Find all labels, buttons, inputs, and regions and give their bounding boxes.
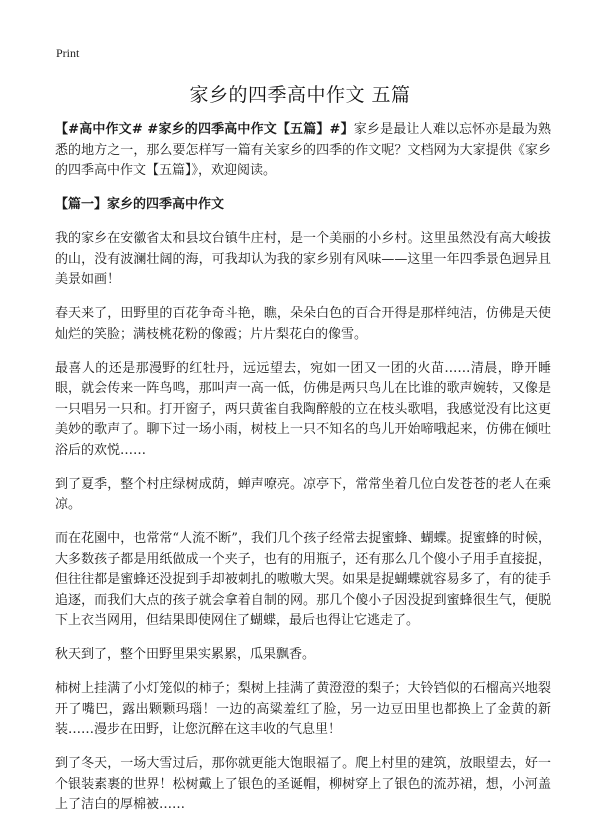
paragraph: 秋天到了，整个田野里果实累累，瓜果飘香。 [55,647,316,662]
intro-text: 家乡是最让人难以忘怀亦是最为熟悉的地方之一，那么要怎样写一篇有关家乡的四季的作文呢？文档网为大家提供《家乡的四季高中作文【五篇】》，欢迎阅读。 [55,122,551,178]
intro-tags: 【#高中作文# #家乡的四季高中作文【五篇】#】 [55,122,354,137]
paragraph: 春天来了，田野里的百花争奇斗艳，瞧，朵朵白色的百合开得是那样纯洁，仿佛是天使灿烂的笑脸；满枝桃花粉的像霞；片片梨花白的像雪。 [55,306,551,342]
paragraph: 柿树上挂满了小灯笼似的柿子；梨树上挂满了黄澄澄的梨子；大铃铛似的石榴高兴地裂开了嘴巴，露出颗颗玛瑙！一边的高粱羞红了脸，另一边豆田里也都换上了金黄的新装……漫步在田野，让您沉醉在这丰收的气息里！ [55,681,551,737]
intro-paragraph [55,120,551,182]
paragraph: 我的家乡在安徽省太和县坟台镇牛庄村，是一个美丽的小乡村。这里虽然没有高大峻拔的山，没有波澜壮阔的海，可我却认为我的家乡别有风味——这里一年四季景色迥异且美景如画！ [55,231,551,287]
paragraph: 最喜人的还是那漫野的红牡丹，远远望去，宛如一团又一团的火苗……清晨，睁开睡眼，就会传来一阵鸟鸣，那叫声一高一低，仿佛是两只鸟儿在比谁的歌声婉转，又像是一只唱另一只和。打开窗子，两只黄雀自我陶醉般的立在枝头歌唱，我感觉没有比这更美妙的歌声了。聊下过一场小雨，树枝上一只不知名的鸟儿开始啼哦起来，仿佛在倾吐浴后的欢悦…… [55,360,551,458]
print-label: Print [56,46,80,60]
page-title: 家乡的四季高中作文 五篇 [189,84,411,106]
paragraph: 到了冬天，一场大雪过后，那你就更能大饱眼福了。爬上村里的建筑，放眼望去，好一个银装素裹的世界！松树戴上了银色的圣诞帽，柳树穿上了银色的流苏裙，想，小河盖上了洁白的厚棉被…… [55,756,551,812]
paragraph: 到了夏季，整个村庄绿树成荫，蝉声嘹亮。凉亭下，常常坐着几位白发苍苍的老人在乘凉。 [55,476,551,512]
section-heading: 【篇一】家乡的四季高中作文 [55,197,225,212]
article-body [55,120,551,829]
paragraph: 而在花園中，也常常“人流不断”，我们几个孩子经常去捉蜜蜂、蝴蝶。捉蜜蜂的时候，大多数孩子都是用纸做成一个夹子，也有的用瓶子，还有那么几个傻小子用手直接捉，但往往都是蜜蜂还没捉到手却被刺扎的嗷嗷大哭。如果是捉蝴蝶就容易多了，有的徒手追逐，而我们大点的孩子就会拿着自制的网。那几个傻小子因没捉到蜜蜂很生气，便脱下上衣当网用，但结果即使网住了蝴蝶，最后也得让它逃走了。 [55,531,551,628]
